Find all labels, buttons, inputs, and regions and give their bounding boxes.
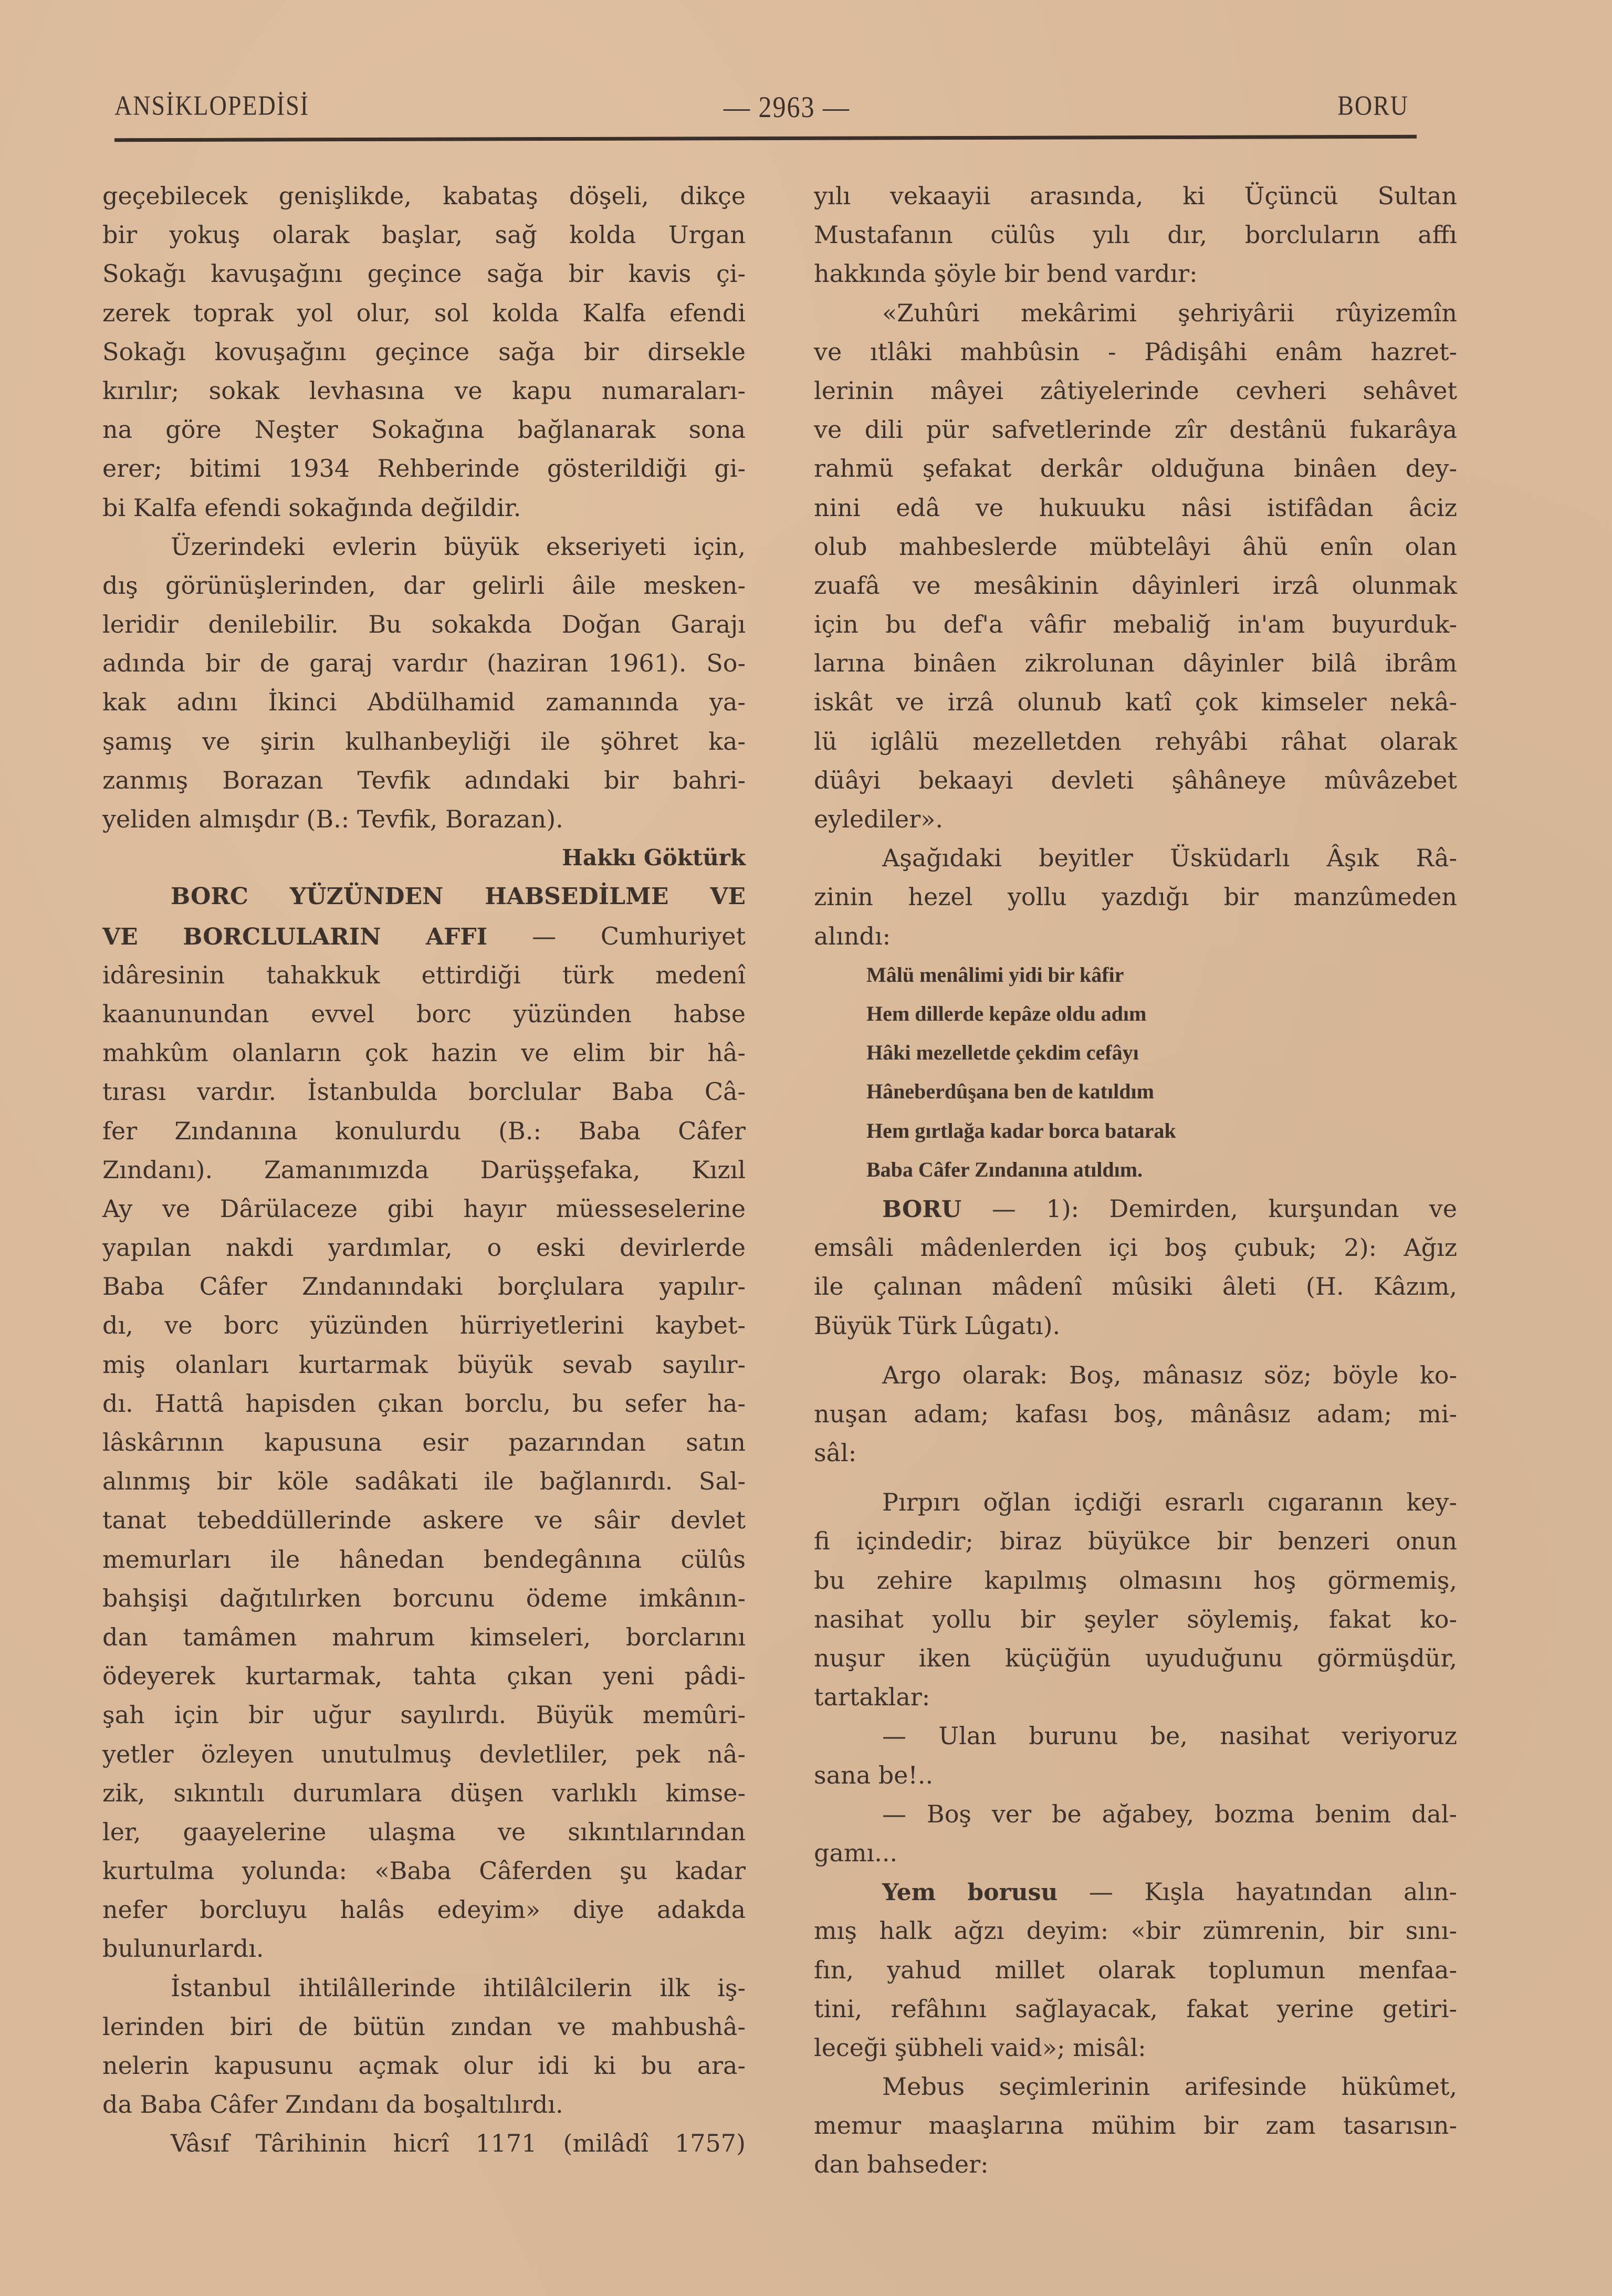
text-line: olub mahbeslerde mübtelâyi âhü enîn olan [814, 532, 1457, 561]
text-line: leridir denilebilir. Bu sokakda Doğan Garajı [102, 610, 746, 639]
text-line: kırılır; sokak levhasına ve kapu numaraları- [102, 376, 746, 405]
running-header [114, 89, 1409, 137]
text-line: İstanbul ihtilâllerinde ihtilâlcilerin ilk iş- [171, 1973, 746, 2002]
text-line: zanmış Borazan Tevfik adındaki bir bahri- [102, 766, 746, 794]
right-column [814, 176, 1457, 2184]
text-line: alındı: [814, 921, 891, 950]
header-keyword: BORU [1337, 90, 1409, 121]
text-line: mahkûm olanların çok hazin ve elim bir hâ- [102, 1039, 746, 1067]
text-line: zuafâ ve mesâkinin dâyinleri irzâ olunmak [814, 571, 1457, 600]
verse-line: Hem gırtlağa kadar borca batarak [866, 1118, 1176, 1142]
text-line: tırası vardır. İstanbulda borclular Baba Câ- [102, 1077, 746, 1106]
paragraph [102, 527, 746, 839]
text-line: na göre Neşter Sokağına bağlanarak sona [102, 415, 746, 444]
text-line: yetler özleyen unutulmuş devletliler, pek nâ- [102, 1739, 746, 1768]
left-column [102, 176, 746, 2163]
text-line: tini, refâhını sağlayacak, fakat yerine getiri- [814, 1994, 1457, 2023]
entry-yem-line [814, 1872, 1457, 1911]
entry-text: — Kışla hayatından alın- [1088, 1878, 1457, 1906]
text-line: Mustafanın cülûs yılı dır, borcluların affı [814, 221, 1457, 249]
header-title: ANSİKLOPEDİSİ [114, 90, 309, 121]
text-line: Vâsıf Târihinin hicrî 1171 (milâdî 1757) [171, 2129, 746, 2158]
text-line: kurtulma yolunda: «Baba Câferden şu kadar [102, 1857, 746, 1885]
paragraph [814, 176, 1457, 293]
text-line: idâresinin tahakkuk ettirdiği türk medenî [102, 960, 746, 989]
text-line: dı. Hattâ hapisden çıkan borclu, bu sefer ha- [102, 1389, 746, 1418]
text-line: dı, ve borc yüzünden hürriyetlerini kaybet- [102, 1311, 746, 1340]
text-line: memur maaşlarına mühim bir zam tasarısın- [814, 2111, 1457, 2140]
text-line: memurları ile hânedan bendegânına cülûs [102, 1545, 746, 1574]
entry-title-line [102, 917, 746, 956]
verse-block [814, 956, 1457, 1189]
text-line: geçebilecek genişlikde, kabataş döşeli, dikçe [102, 182, 746, 210]
paragraph [814, 1911, 1457, 2067]
paragraph [814, 1356, 1457, 1473]
text-line: zik, sıkıntılı durumlara düşen varlıklı kimse- [102, 1778, 746, 1807]
page-number: — 2963 — [724, 90, 850, 124]
paragraph [814, 838, 1457, 956]
paragraph [814, 1483, 1457, 1716]
paragraph [814, 1228, 1457, 1345]
text-line: nefer borcluyu halâs edeyim» diye adakda [102, 1895, 746, 1924]
verse-line: Hâneberdûşana ben de katıldım [866, 1079, 1154, 1104]
text-line: bahşişi dağıtılırken borcunu ödeme imkânın- [102, 1584, 746, 1612]
text-line: Mebus seçimlerinin arifesinde hükûmet, [882, 2072, 1457, 2101]
text-line: yılı vekaayii arasında, ki Üçüncü Sultan [814, 182, 1457, 210]
text-line: ve dili pür safvetlerinde zîr destânü fukarâya [814, 415, 1457, 444]
text-line: bi Kalfa efendi sokağında değildir. [102, 493, 521, 522]
text-line: adında bir de garaj vardır (haziran 1961). So- [102, 649, 746, 678]
text-line: nuşur iken küçüğün uyuduğunu görmüşdür, [814, 1644, 1457, 1673]
entry-title-boru: BORU [882, 1196, 962, 1223]
paragraph [102, 176, 746, 527]
text-line: yapılan nakdi yardımlar, o eski devirlerde [102, 1233, 746, 1262]
text-line: şah için bir uğur sayılırdı. Büyük memûri- [102, 1701, 746, 1729]
verse-line: Hem dillerde kepâze oldu adım [866, 1001, 1147, 1025]
text-line: lerinden biri de bütün zından ve mahbushâ- [102, 2012, 746, 2041]
verse-line: Mâlü menâlimi yidi bir kâfir [866, 962, 1124, 987]
verse-line: Hâki mezelletde çekdim cefâyı [866, 1041, 1139, 1065]
text-line: ve ıtlâki mahbûsin - Pâdişâhi enâm hazret- [814, 337, 1457, 366]
text-line: ödeyerek kurtarmak, tahta çıkan yeni pâdi- [102, 1662, 746, 1691]
entry-title-yem-borusu: Yem borusu [882, 1879, 1058, 1906]
entry-boru-line [814, 1189, 1457, 1228]
text-line: Zındanı). Zamanımızda Darüşşefaka, Kızıl [102, 1155, 746, 1184]
text-line: Argo olarak: Boş, mânasız söz; böyle ko- [882, 1360, 1457, 1389]
text-line: Pırpırı oğlan içdiği esrarlı cıgaranın key- [882, 1488, 1457, 1517]
paragraph [102, 1968, 746, 2124]
entry-text: — 1): Demirden, kurşundan ve [991, 1194, 1457, 1223]
text-line: nasihat yollu bir şeyler söylemiş, fakat ko- [814, 1605, 1457, 1633]
text-line: rahmü şefakat derkâr olduğuna binâen dey- [814, 454, 1457, 483]
text-line: düâyi bekaayi devleti şâhâneye mûvâzebet [814, 766, 1457, 794]
text-line: «Zuhûri mekârimi şehriyârii rûyizemîn [882, 298, 1457, 327]
text-line: bu zehire kapılmış olmasını hoş görmemiş, [814, 1566, 1457, 1595]
text-line: Ay ve Dârülaceze gibi hayır müesseselerine [102, 1194, 746, 1223]
text-line: tanat tebeddüllerinde askere ve sâir devlet [102, 1506, 746, 1535]
paragraph [102, 2124, 746, 2163]
text-line: lü iglâlü mezelletden rehyâbi râhat olarak [814, 727, 1457, 756]
text-line: gamı... [814, 1838, 898, 1867]
text-line: bir yokuş olarak başlar, sağ kolda Urgan [102, 221, 746, 249]
author-signature: Hakkı Göktürk [562, 845, 746, 871]
paragraph [102, 956, 746, 1968]
text-line: da Baba Câfer Zındanı da boşaltılırdı. [102, 2090, 563, 2119]
text-line: dan bahseder: [814, 2150, 989, 2179]
text-line: Büyük Türk Lûgatı). [814, 1311, 1061, 1340]
text-line: bulunurlardı. [102, 1934, 264, 1963]
entry-title: BORC YÜZÜNDEN HABSEDİLME VE [171, 883, 746, 910]
dialog-line [814, 1716, 1457, 1794]
quote-paragraph [814, 293, 1457, 839]
text-line: lerinin mâyei zâtiyelerinde cevheri sehâvet [814, 376, 1457, 405]
text-line: şamış ve şirin kulhanbeyliği ile şöhret ka- [102, 727, 746, 756]
text-line: ile çalınan mâdenî mûsiki âleti (H. Kâzım, [814, 1272, 1457, 1301]
text-line: zinin hezel yollu yazdığı bir manzûmeden [814, 883, 1457, 911]
text-line: fi içindedir; biraz büyükce bir benzeri onun [814, 1527, 1457, 1556]
text-line: kaanunundan evvel borc yüzünden habse [102, 999, 746, 1028]
text-line: dan tamâmen mahrum kimseleri, borclarını [102, 1622, 746, 1651]
text-line: yeliden almışdır (B.: Tevfik, Borazan). [102, 805, 563, 833]
text-line: emsâli mâdenlerden içi boş çubuk; 2): Ağız [814, 1233, 1457, 1262]
paragraph [814, 2067, 1457, 2184]
text-line: tartaklar: [814, 1683, 930, 1712]
text-line: Baba Câfer Zındanındaki borçlulara yapılır- [102, 1272, 746, 1301]
text-line: sâl: [814, 1439, 857, 1467]
text-line: Üzerindeki evlerin büyük ekseriyeti için, [171, 532, 746, 561]
text-line: nini edâ ve hukuuku nâsi istifâdan âciz [814, 493, 1457, 522]
entry-text: — Cumhuriyet [532, 921, 746, 950]
text-line: kak adını İkinci Abdülhamid zamanında ya- [102, 688, 746, 717]
text-line: — Ulan burunu be, nasihat veriyoruz [882, 1722, 1457, 1750]
text-line: lâskârının kapusuna esir pazarından satın [102, 1428, 746, 1456]
text-line: dış görünüşlerinden, dar gelirli âile mesken- [102, 571, 746, 600]
dialog-line [814, 1795, 1457, 1872]
text-line: ler, gaayelerine ulaşma ve sıkıntılarından [102, 1817, 746, 1846]
entry-title-continued: VE BORCLULARIN AFFI [102, 923, 488, 950]
text-line: fın, yahud millet olarak toplumun menfaa- [814, 1955, 1457, 1984]
text-line: Sokağı kovuşağını geçince sağa bir dirsekle [102, 337, 746, 366]
text-line: Sokağı kavuşağını geçince sağa bir kavis çi- [102, 259, 746, 288]
text-line: miş olanları kurtarmak büyük sevab sayılır- [102, 1350, 746, 1379]
text-line: erer; bitimi 1934 Rehberinde gösterildiği gi- [102, 454, 746, 483]
text-line: larına binâen zikrolunan dâyinler bilâ ibrâm [814, 649, 1457, 678]
text-line: mış halk ağzı deyim: «bir zümrenin, bir sını- [814, 1916, 1457, 1945]
text-line: sana be!.. [814, 1760, 934, 1789]
text-line: nelerin kapusunu açmak olur idi ki bu ara- [102, 2051, 746, 2080]
text-line: — Boş ver be ağabey, bozma benim dal- [882, 1799, 1457, 1828]
text-line: hakkında şöyle bir bend vardır: [814, 259, 1198, 288]
text-line: Aşağıdaki beyitler Üsküdarlı Âşık Râ- [882, 844, 1457, 873]
text-line: fer Zındanına konulurdu (B.: Baba Câfer [102, 1116, 746, 1145]
text-line: alınmış bir köle sadâkati ile bağlanırdı. Sal- [102, 1467, 746, 1496]
text-line: eylediler». [814, 805, 943, 833]
text-line: için bu def'a vâfir mebaliğ in'am buyurduk- [814, 610, 1457, 639]
verse-line: Baba Câfer Zındanına atıldım. [866, 1157, 1143, 1181]
text-line: leceği şübheli vaid»; misâl: [814, 2033, 1146, 2062]
text-line: iskât ve irzâ olunub katî çok kimseler nekâ- [814, 688, 1457, 717]
text-line: nuşan adam; kafası boş, mânâsız adam; mi- [814, 1399, 1457, 1428]
text-line: zerek toprak yol olur, sol kolda Kalfa efendi [102, 298, 746, 327]
